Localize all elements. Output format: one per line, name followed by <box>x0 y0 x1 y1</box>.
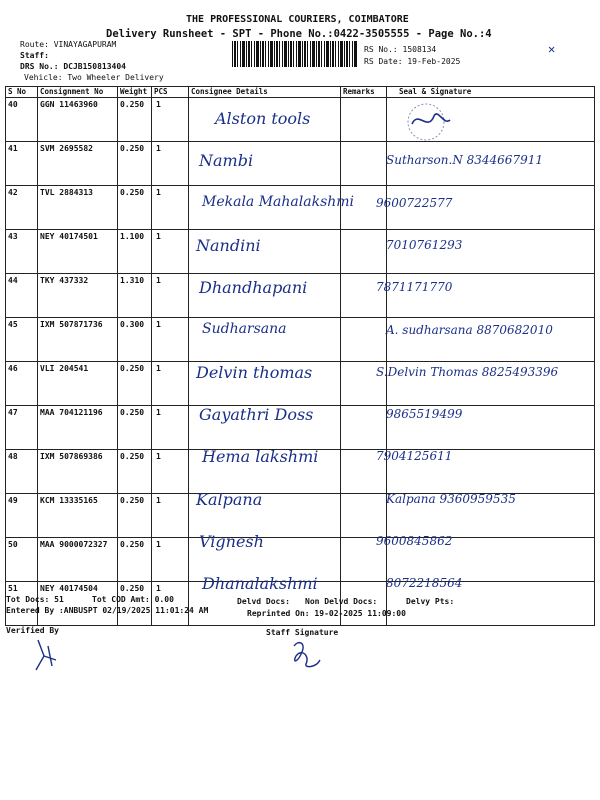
barcode <box>232 41 358 67</box>
weight-cell: 0.250 <box>118 186 152 230</box>
weight-cell: 1.100 <box>118 230 152 274</box>
consignee-handwriting: Vignesh <box>199 532 264 551</box>
col-consignment: Consignment No <box>38 87 118 98</box>
pcs-cell: 1 <box>152 406 189 450</box>
consignment-cell: KCM 13335165 <box>38 494 118 538</box>
sno-cell: 46 <box>6 362 38 406</box>
company-name: THE PROFESSIONAL COURIERS, COIMBATORE <box>186 14 409 25</box>
pen-mark: ✕ <box>548 42 556 56</box>
signature-handwriting: 9600845862 <box>376 534 453 548</box>
consignment-cell: NEY 40174504 <box>38 582 118 626</box>
col-signature: Seal & Signature <box>387 87 595 98</box>
weight-cell: 0.250 <box>118 142 152 186</box>
signature-handwriting: Sutharson.N 8344667911 <box>386 153 543 168</box>
verified-signature <box>30 636 70 676</box>
signature-handwriting: 9865519499 <box>386 407 463 422</box>
rs-no: RS No.: 1508134 <box>364 45 437 54</box>
pcs-cell: 1 <box>152 98 189 142</box>
sno-cell: 43 <box>6 230 38 274</box>
weight-cell: 0.250 <box>118 538 152 582</box>
weight-cell: 0.300 <box>118 318 152 362</box>
remarks-cell <box>341 494 387 538</box>
signature-handwriting: 7871171770 <box>376 280 453 295</box>
sno-cell: 47 <box>6 406 38 450</box>
entered-by: Entered By :ANBUSPT 02/19/2025 11:01:24 AM <box>6 606 209 615</box>
consignee-handwriting: Hema lakshmi <box>202 447 319 467</box>
signature-handwriting: Kalpana 9360959535 <box>386 491 516 506</box>
consignment-cell: IXM 507869386 <box>38 450 118 494</box>
sno-cell: 50 <box>6 538 38 582</box>
col-pcs: PCS <box>152 87 189 98</box>
sno-cell: 41 <box>6 142 38 186</box>
pcs-cell: 1 <box>152 582 189 626</box>
consignment-cell: SVM 2695582 <box>38 142 118 186</box>
drs-no: DRS No.: DCJB150813404 <box>20 62 126 71</box>
rs-date: RS Date: 19-Feb-2025 <box>364 57 461 66</box>
signature-handwriting: 8072218564 <box>386 576 463 591</box>
consignment-cell: MAA 9000072327 <box>38 538 118 582</box>
runsheet-line: Delivery Runsheet - SPT - Phone No.:0422-3505555 - Page No.:4 <box>106 28 492 40</box>
table-header-row <box>6 87 595 98</box>
weight-cell: 0.250 <box>118 450 152 494</box>
stamp-signature <box>398 102 458 142</box>
weight-cell: 0.250 <box>118 98 152 142</box>
sno-cell: 40 <box>6 98 38 142</box>
delvd-docs: Delvd Docs: <box>237 597 290 606</box>
consignment-cell: TVL 2884313 <box>38 186 118 230</box>
consignment-cell: GGN 11463960 <box>38 98 118 142</box>
consignment-cell: VLI 204541 <box>38 362 118 406</box>
consignee-handwriting: Nandini <box>196 235 261 255</box>
consignee-handwriting: Dhandhapani <box>199 278 308 298</box>
sno-cell: 42 <box>6 186 38 230</box>
sno-cell: 45 <box>6 318 38 362</box>
staff-signature-label: Staff Signature <box>266 628 339 637</box>
sno-cell: 44 <box>6 274 38 318</box>
consignee-handwriting: Delvin thomas <box>196 362 313 382</box>
staff-signature <box>288 638 328 672</box>
sno-cell: 49 <box>6 494 38 538</box>
consignee-handwriting: Sudharsana <box>202 320 287 337</box>
col-consignee: Consignee Details <box>189 87 341 98</box>
pcs-cell: 1 <box>152 538 189 582</box>
pcs-cell: 1 <box>152 230 189 274</box>
pcs-cell: 1 <box>152 362 189 406</box>
weight-cell: 0.250 <box>118 362 152 406</box>
tot-docs: Tot Docs: 51 <box>6 595 64 604</box>
pcs-cell: 1 <box>152 450 189 494</box>
remarks-cell <box>341 98 387 142</box>
tot-cod: Tot COD Amt: 0.00 <box>92 595 174 604</box>
consignee-handwriting: Gayathri Doss <box>199 405 314 425</box>
signature-handwriting: A. sudharsana 8870682010 <box>386 322 553 337</box>
consignment-cell: NEY 40174501 <box>38 230 118 274</box>
staff-label: Staff: <box>20 51 49 60</box>
table-row <box>6 230 595 274</box>
remarks-cell <box>341 406 387 450</box>
consignee-handwriting: Kalpana <box>196 489 263 509</box>
pcs-cell: 1 <box>152 274 189 318</box>
consignment-cell: MAA 704121196 <box>38 406 118 450</box>
weight-cell: 0.250 <box>118 406 152 450</box>
pcs-cell: 1 <box>152 186 189 230</box>
verified-by-label: Verified By <box>6 626 59 635</box>
remarks-cell <box>341 142 387 186</box>
vehicle: Vehicle: Two Wheeler Delivery <box>24 73 164 82</box>
consignee-handwriting: Nambi <box>199 151 254 171</box>
consignment-cell: TKY 437332 <box>38 274 118 318</box>
weight-cell: 0.250 <box>118 582 152 626</box>
col-remarks: Remarks <box>341 87 387 98</box>
remarks-cell <box>341 318 387 362</box>
pcs-cell: 1 <box>152 318 189 362</box>
weight-cell: 1.310 <box>118 274 152 318</box>
consignment-cell: IXM 507871736 <box>38 318 118 362</box>
route: Route: VINAYAGAPURAM <box>20 40 117 49</box>
sno-cell: 51 <box>6 582 38 626</box>
consignee-handwriting: Alston tools <box>215 109 311 128</box>
pcs-cell: 1 <box>152 494 189 538</box>
signature-handwriting: 9600722577 <box>376 195 453 210</box>
signature-handwriting: 7010761293 <box>386 237 463 252</box>
col-sno: S No <box>6 87 38 98</box>
signature-handwriting: 7904125611 <box>376 449 453 464</box>
signature-handwriting: S.Delvin Thomas 8825493396 <box>376 364 559 379</box>
remarks-cell <box>341 230 387 274</box>
consignee-handwriting: Mekala Mahalakshmi <box>202 193 355 210</box>
sno-cell: 48 <box>6 450 38 494</box>
consignee-handwriting: Dhanalakshmi <box>202 574 318 594</box>
reprinted-on: Reprinted On: 19-02-2025 11:09:00 <box>247 609 406 618</box>
col-weight: Weight <box>118 87 152 98</box>
delvy-pts: Delvy Pts: <box>406 597 455 606</box>
non-delvd-docs: Non Delvd Docs: <box>305 597 378 606</box>
weight-cell: 0.250 <box>118 494 152 538</box>
pcs-cell: 1 <box>152 142 189 186</box>
